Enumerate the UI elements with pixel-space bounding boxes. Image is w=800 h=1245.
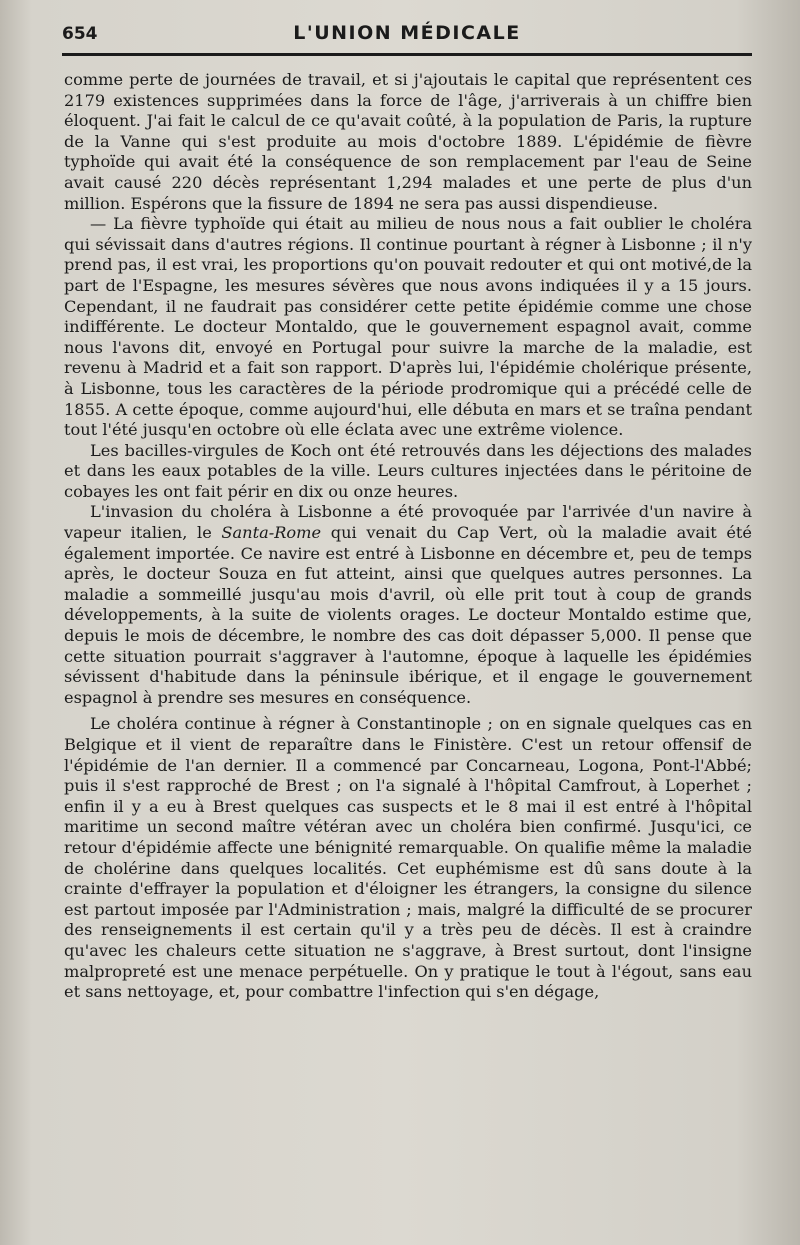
- paragraph-cholera-invasion: [64, 502, 752, 708]
- invasion-text-end: qui venait du Cap Vert, où la maladie avait été également importée. Ce navire est entré à Lisbonne en décembre et, peu de temps après, le docteur Souza en fut atteint, ainsi que quelques autres personnes. La maladie a sommeillé jusqu'au mois d'avril, où elle prit tout à coup de grands développements, à la suite de violents orages. Le docteur Montaldo estime que, depuis le mois de décembre, le nombre des cas doit dépasser 5,000. Il pense que cette situation pourrait s'aggraver à l'automne, époque à laquelle les épidémies sévissent d'habitude dans la péninsule ibérique, et il engage le gouvernement espagnol à prendre ses mesures en conséquence.: [64, 523, 752, 707]
- paragraph-typhoid-cost: comme perte de journées de travail, et si j'ajoutais le capital que représentent ces 2179 existences supprimées dans la force de l'âge, j'arriverais à un chiffre bien éloquent. J'ai fait le calcul de ce qu'avait coûté, à la population de Paris, la rupture de la Vanne qui s'est produite au mois d'octobre 1889. L'épidémie de fièvre typhoïde qui avait été la conséquence de son remplacement par l'eau de Seine avait causé 220 décès représentant 1,294 malades et une perte de plus d'un million. Espérons que la fissure de 1894 ne sera pas aussi dispendieuse.: [64, 70, 752, 213]
- body-text: [64, 70, 752, 1003]
- invasion-text-start: L'invasion du choléra à Lisbonne a été provoquée par l'arrivée d'un navire à vapeur italien, le: [64, 502, 752, 543]
- paragraph-cholera-finistere: Le choléra continue à régner à Constantinople ; on en signale quelques cas en Belgique et il vient de reparaître dans le Finistère. C'est un retour offensif de l'épidémie de l'an dernier. Il a commencé par Concarneau, Logona, Pont-l'Abbé; puis il s'est rapproché de Brest ; on l'a signalé à l'hôpital Camfrout, à Loperhet ; enfin il y a eu à Brest quelques cas suspects et le 8 mai il est entré à l'hôpital maritime un second maître vétéran avec un choléra bien confirmé. Jusqu'ici, ce retour d'épidémie affecte une bénignité remarquable. On qualifie même la maladie de cholérine dans quelques localités. Cet euphémisme est dû sans doute à la crainte d'effrayer la population et d'éloigner les étrangers, la consigne du silence est partout imposée par l'Administration ; mais, malgré la difficulté de se procurer des renseignements il est certain qu'il y a très peu de décès. Il est à craindre qu'avec les chaleurs cette situation ne s'aggrave, à Brest surtout, dont l'insigne malpropreté est une menace perpétuelle. On y pratique le tout à l'égout, sans eau et sans nettoyage, et, pour combattre l'infection qui s'en dégage,: [64, 714, 752, 1002]
- paragraph-cholera-lisbon: — La fièvre typhoïde qui était au milieu de nous nous a fait oublier le choléra qui sévissait dans d'autres régions. Il continue pourtant à régner à Lisbonne ; il n'y prend pas, il est vrai, les proportions qu'on pouvait redouter et qui ont motivé,de la part de l'Espagne, les mesures sévères que nous avons indiquées il y a 15 jours. Cependant, il ne faudrait pas considérer cette petite épidémie comme une chose indifférente. Le docteur Montaldo, que le gouvernement espagnol avait, comme nous l'avons dit, envoyé en Portugal pour suivre la marche de la maladie, est revenu à Madrid et a fait son rapport. D'après lui, l'épidémie cholérique présente, à Lisbonne, tous les caractères de la période prodromique qui a précédé celle de 1855. A cette époque, comme aujourd'hui, elle débuta en mars et se traîna pendant tout l'été jusqu'en octobre où elle éclata avec une extrême violence.: [64, 214, 752, 440]
- running-title: L'UNION MÉDICALE: [293, 22, 521, 44]
- header-rule: [62, 53, 752, 56]
- paragraph-koch-bacilli: Les bacilles-virgules de Koch ont été retrouvés dans les déjections des malades et dans les eaux potables de la ville. Leurs cultures injectées dans le péritoine de cobayes les ont fait périr en dix ou onze heures.: [64, 440, 752, 501]
- page-number: 654: [62, 24, 98, 44]
- page-header: [62, 20, 752, 50]
- ship-name: Santa-Rome: [221, 523, 322, 543]
